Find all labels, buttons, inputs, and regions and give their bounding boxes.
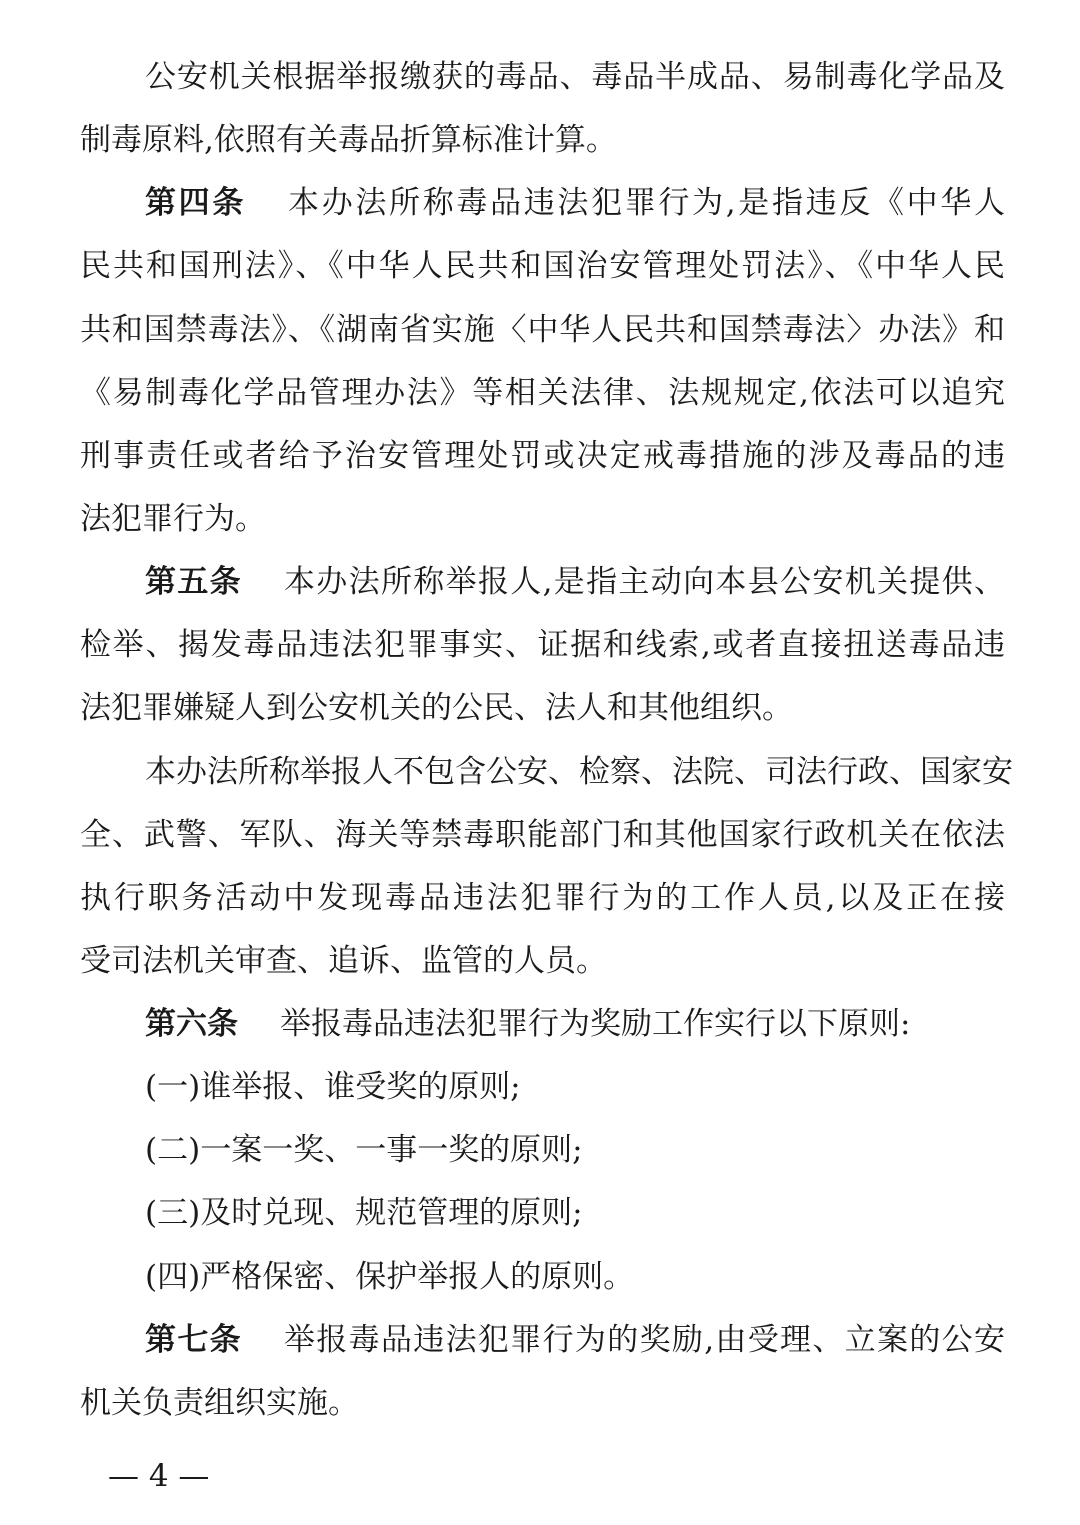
paragraph-line: 检举、揭发毒品违法犯罪事实、证据和线索,或者直接扭送毒品违 xyxy=(80,627,1005,663)
paragraph-line: 本办法所称举报人不包含公安、检察、法院、司法行政、国家安 xyxy=(145,754,1013,790)
list-item: (四)严格保密、保护举报人的原则。 xyxy=(145,1259,635,1295)
paragraph-line: 《易制毒化学品管理办法》等相关法律、法规规定,依法可以追究 xyxy=(80,375,1005,411)
paragraph-line: 民共和国刑法》、《中华人民共和国治安管理处罚法》、《中华人民 xyxy=(80,248,1005,284)
list-item: (三)及时兑现、规范管理的原则; xyxy=(145,1195,583,1231)
paragraph-line: 共和国禁毒法》、《湖南省实施〈中华人民共和国禁毒法〉办法》和 xyxy=(80,312,1005,348)
article-number: 第四条 xyxy=(145,185,247,221)
article-number: 第七条 xyxy=(145,1322,242,1358)
paragraph-line: 公安机关根据举报缴获的毒品、毒品半成品、易制毒化学品及 xyxy=(145,59,1005,95)
paragraph-line: 机关负责组织实施。 xyxy=(80,1385,359,1421)
list-item: (一)谁举报、谁受奖的原则; xyxy=(145,1069,521,1105)
paragraph-line: 法犯罪行为。 xyxy=(80,501,266,537)
paragraph-line: 刑事责任或者给予治安管理处罚或决定戒毒措施的涉及毒品的违 xyxy=(80,438,1005,474)
article-5-heading-line: 第五条 本办法所称举报人,是指主动向本县公安机关提供、 xyxy=(145,564,1005,600)
paragraph-line: 受司法机关审查、追诉、监管的人员。 xyxy=(80,943,607,979)
article-number: 第五条 xyxy=(145,564,242,600)
article-7-heading-line: 第七条 举报毒品违法犯罪行为的奖励,由受理、立案的公安 xyxy=(145,1322,1005,1358)
article-6-heading-line: 第六条 举报毒品违法犯罪行为奖励工作实行以下原则: xyxy=(145,1006,911,1042)
page-number: — 4 — xyxy=(108,1458,210,1494)
paragraph-line: 制毒原料,依照有关毒品折算标准计算。 xyxy=(80,122,617,158)
article-4-heading-line: 第四条 本办法所称毒品违法犯罪行为,是指违反《中华人 xyxy=(145,185,1006,221)
list-item: (二)一案一奖、一事一奖的原则; xyxy=(145,1132,583,1168)
paragraph-line: 全、武警、军队、海关等禁毒职能部门和其他国家行政机关在依法 xyxy=(80,817,1005,853)
paragraph-line: 法犯罪嫌疑人到公安机关的公民、法人和其他组织。 xyxy=(80,690,793,726)
paragraph-line: 执行职务活动中发现毒品违法犯罪行为的工作人员,以及正在接 xyxy=(80,880,1005,916)
article-number: 第六条 xyxy=(145,1006,238,1042)
